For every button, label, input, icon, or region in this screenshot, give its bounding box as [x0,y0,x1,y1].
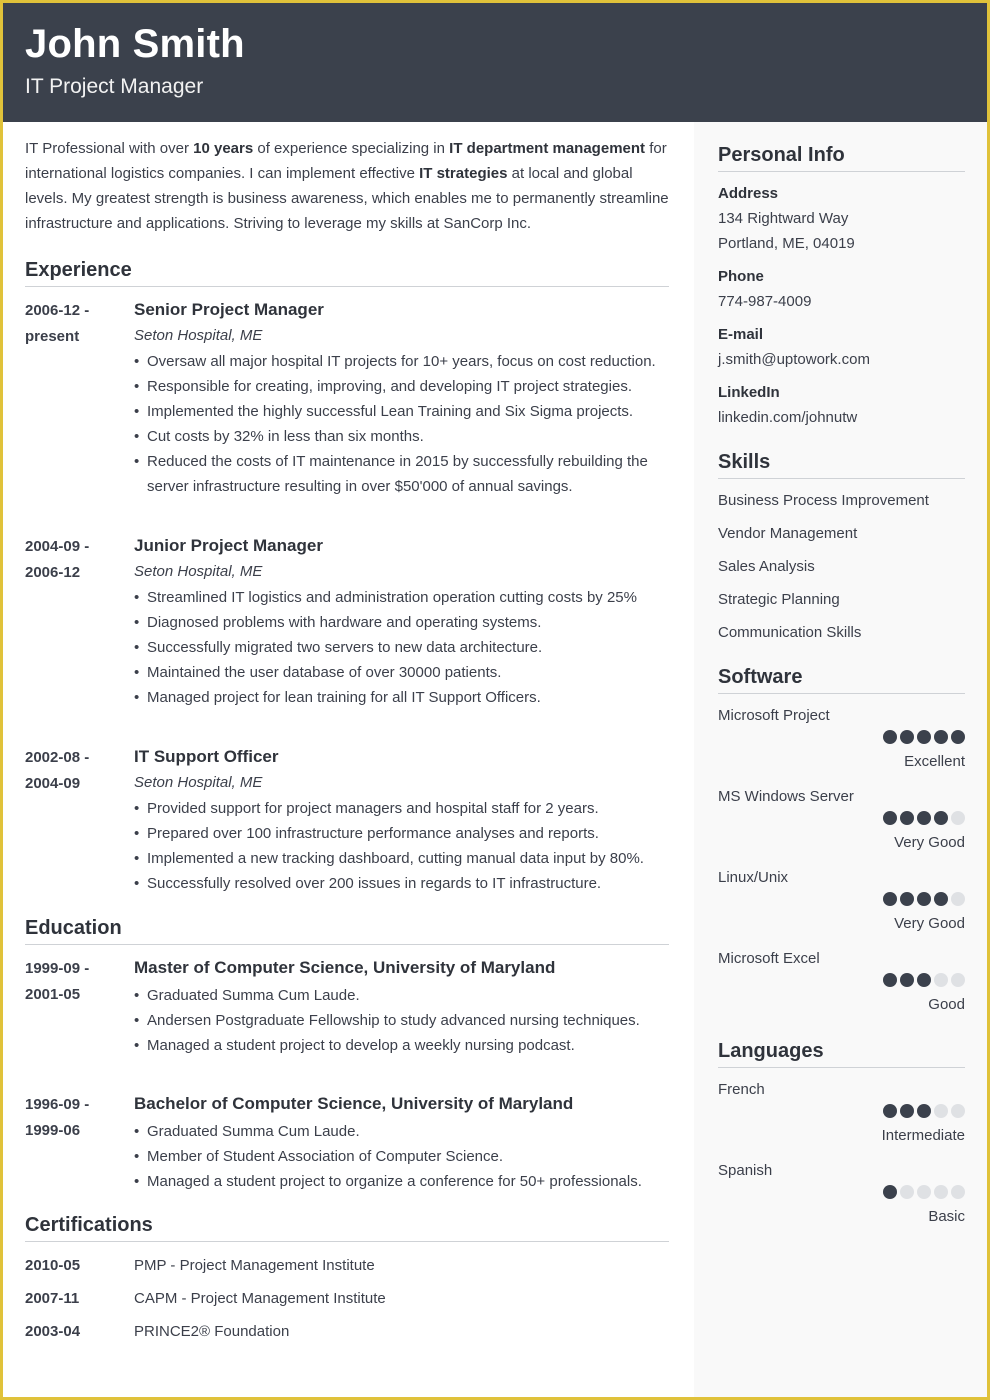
entry-date [25,298,125,350]
software-name: MS Windows Server [718,788,854,805]
list-item: • Successfully resolved over 200 issues in regards to IT infrastructure. [134,871,669,896]
list-item: • Implemented a new tracking dashboard, cutting manual data input by 80%. [134,846,669,871]
list-item: • Provided support for project managers and hospital staff for 2 years. [134,796,669,821]
certification-row [25,1290,669,1310]
date-start: 2004-09 - [25,538,90,555]
list-item: • Implemented the highly successful Lean Training and Six Sigma projects. [134,399,669,424]
employer: Seton Hospital, ME [134,774,263,791]
address-line-2: Portland, ME, 04019 [718,235,855,252]
employer: Seton Hospital, ME [134,327,263,344]
cert-date: 2010-05 [25,1257,81,1274]
entry-body [134,956,669,1058]
software-item [718,869,965,939]
entry-date [25,956,125,1008]
date-start: 1996-09 - [25,1096,90,1113]
list-item: • Responsible for creating, improving, and developing IT project strategies. [134,374,669,399]
degree-title: Master of Computer Science, University of Maryland [134,958,556,977]
date-start: 1999-09 - [25,960,90,977]
rating-dot-empty [934,1185,948,1199]
rating-dot-empty [951,811,965,825]
date-end: 2004-09 [25,775,81,792]
rating-level: Very Good [894,915,965,932]
skill-item: Business Process Improvement [718,492,929,509]
rating-dot-filled [883,973,897,987]
summary-text: for international logistics companies. I can implement effective [25,140,667,182]
cert-name: CAPM - Project Management Institute [134,1290,386,1307]
experience-heading: Experience [25,259,669,287]
rating-dot-filled [917,892,931,906]
summary-text: of experience specializing in [253,140,450,157]
software-name: Linux/Unix [718,869,789,886]
rating-dot-empty [934,1104,948,1118]
cert-date: 2003-04 [25,1323,81,1340]
rating-dot-empty [917,1185,931,1199]
employer: Seton Hospital, ME [134,563,263,580]
bullet-list [134,796,669,896]
rating-dots [883,1104,965,1118]
candidate-title: IT Project Manager [25,75,204,98]
rating-dot-empty [951,1104,965,1118]
cert-name: PRINCE2® Foundation [134,1323,290,1340]
entry-body [134,534,669,710]
summary-bold: IT strategies [419,165,508,182]
certification-row [25,1257,669,1277]
rating-dot-filled [917,811,931,825]
software-item [718,950,965,1020]
rating-dots [883,811,965,825]
software-name: Microsoft Excel [718,950,820,967]
language-item [718,1162,965,1232]
address-line-1: 134 Rightward Way [718,210,849,227]
bullet-list [134,1119,669,1194]
rating-dots [883,973,965,987]
summary-text: IT Professional with over [25,140,194,157]
rating-dot-filled [934,892,948,906]
rating-dot-empty [951,892,965,906]
languages-heading: Languages [718,1040,965,1068]
skill-item: Vendor Management [718,525,858,542]
job-title: Junior Project Manager [134,536,323,555]
rating-dots [883,892,965,906]
rating-dot-empty [900,1185,914,1199]
language-name: Spanish [718,1162,773,1179]
rating-dot-filled [900,811,914,825]
rating-dot-filled [883,892,897,906]
rating-dot-filled [900,892,914,906]
rating-dot-empty [951,1185,965,1199]
degree-title: Bachelor of Computer Science, University of Maryland [134,1094,574,1113]
rating-dot-empty [934,973,948,987]
software-name: Microsoft Project [718,707,830,724]
list-item: • Member of Student Association of Computer Science. [134,1144,669,1169]
language-item [718,1081,965,1151]
summary [25,136,669,236]
skills-heading: Skills [718,451,965,479]
personal-info-heading: Personal Info [718,144,965,172]
software-item [718,707,965,777]
list-item: • Andersen Postgraduate Fellowship to study advanced nursing techniques. [134,1008,669,1033]
rating-level: Intermediate [881,1127,965,1144]
cert-date: 2007-11 [25,1290,80,1307]
linkedin-value: linkedin.com/johnutw [718,409,858,426]
date-end: present [25,328,80,345]
rating-dot-filled [900,1104,914,1118]
list-item: • Successfully migrated two servers to new data architecture. [134,635,669,660]
phone-label: Phone [718,268,764,285]
candidate-name: John Smith [25,22,245,66]
list-item: • Cut costs by 32% in less than six months. [134,424,669,449]
sidebar [694,122,987,1397]
rating-level: Very Good [894,834,965,851]
rating-dot-filled [900,973,914,987]
list-item: • Streamlined IT logistics and administration operation cutting costs by 25% [134,585,669,610]
entry-body [134,745,669,896]
rating-dot-filled [883,1104,897,1118]
rating-dots [883,1185,965,1199]
address-label: Address [718,185,779,202]
bullet-list [134,983,669,1058]
job-title: Senior Project Manager [134,300,324,319]
entry-date [25,534,125,586]
rating-dot-filled [917,973,931,987]
rating-dot-empty [951,973,965,987]
rating-dot-filled [917,730,931,744]
list-item: • Maintained the user database of over 30000 patients. [134,660,669,685]
date-start: 2006-12 - [25,302,90,319]
rating-level: Excellent [904,753,965,770]
list-item: • Reduced the costs of IT maintenance in 2015 by successfully rebuilding the server infrastructure resulting in over $50'000 of annual savings. [134,449,669,499]
summary-text: at local and global levels. My greatest strength is business awareness, which enables me to permanently streamline infrastructure and applications. Striving to leverage my skills at SanCorp Inc. [25,165,669,232]
summary-bold: 10 years [193,140,254,157]
cert-name: PMP - Project Management Institute [134,1257,375,1274]
bullet-list [134,349,669,499]
skill-item: Strategic Planning [718,591,840,608]
rating-level: Good [928,996,965,1013]
email-label: E-mail [718,326,764,343]
list-item: • Oversaw all major hospital IT projects for 10+ years, focus on cost reduction. [134,349,669,374]
list-item: • Diagnosed problems with hardware and operating systems. [134,610,669,635]
job-title: IT Support Officer [134,747,279,766]
rating-dot-filled [883,811,897,825]
rating-dot-filled [951,730,965,744]
bullet-list [134,585,669,710]
rating-level: Basic [928,1208,965,1225]
entry-body [134,298,669,499]
rating-dot-filled [917,1104,931,1118]
list-item: • Managed project for lean training for all IT Support Officers. [134,685,669,710]
rating-dot-filled [883,1185,897,1199]
rating-dots [883,730,965,744]
date-end: 2001-05 [25,986,81,1003]
skill-item: Communication Skills [718,624,862,641]
list-item: • Graduated Summa Cum Laude. [134,983,669,1008]
software-item [718,788,965,858]
rating-dot-filled [900,730,914,744]
entry-date [25,745,125,797]
list-item: • Prepared over 100 infrastructure performance analyses and reports. [134,821,669,846]
entry-body [134,1092,669,1194]
skill-item: Sales Analysis [718,558,815,575]
certification-row [25,1323,669,1343]
entry-date [25,1092,125,1144]
summary-bold: IT department management [449,140,646,157]
date-start: 2002-08 - [25,749,90,766]
software-heading: Software [718,666,965,694]
date-end: 2006-12 [25,564,81,581]
language-name: French [718,1081,765,1098]
date-end: 1999-06 [25,1122,81,1139]
list-item: • Graduated Summa Cum Laude. [134,1119,669,1144]
list-item: • Managed a student project to develop a weekly nursing podcast. [134,1033,669,1058]
rating-dot-filled [934,730,948,744]
email-value: j.smith@uptowork.com [718,351,870,368]
rating-dot-filled [883,730,897,744]
linkedin-label: LinkedIn [718,384,780,401]
phone-value: 774-987-4009 [718,293,812,310]
education-heading: Education [25,917,669,945]
certifications-heading: Certifications [25,1214,669,1242]
rating-dot-filled [934,811,948,825]
resume-header [3,3,987,122]
list-item: • Managed a student project to organize a conference for 50+ professionals. [134,1169,669,1194]
